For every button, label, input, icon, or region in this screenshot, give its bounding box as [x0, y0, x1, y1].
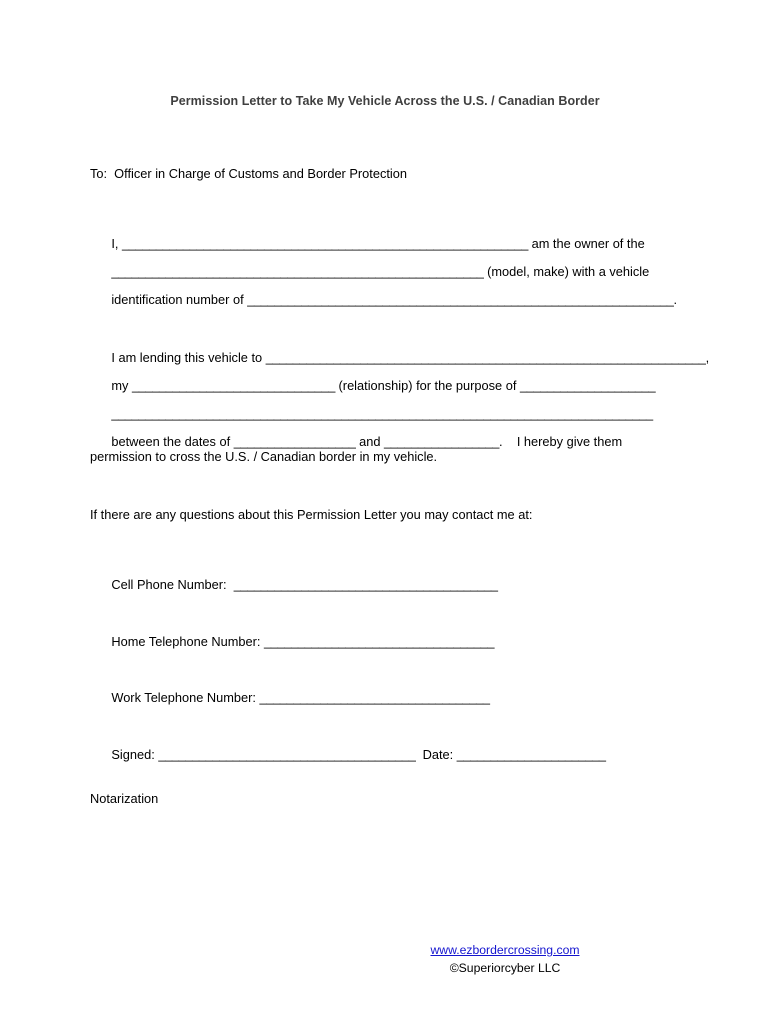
- page-title: Permission Letter to Take My Vehicle Across the U.S. / Canadian Border: [170, 94, 600, 108]
- signed-label: Signed:: [111, 746, 159, 762]
- footer-website-text: www.ezbordercrossing.com: [430, 943, 580, 957]
- cell-phone-label: Cell Phone Number:: [111, 576, 234, 592]
- relationship-prefix: my: [111, 377, 132, 393]
- vin-period: .: [673, 291, 678, 307]
- lending-line1-suffix: ,: [705, 349, 710, 365]
- contact-intro-line: If there are any questions about this Permission Letter you may contact me at:: [90, 507, 533, 522]
- purpose-label: (relationship) for the purpose of: [334, 377, 520, 393]
- signed-blank[interactable]: ______________________________________: [158, 746, 416, 762]
- lending-prefix: I am lending this vehicle to: [111, 349, 266, 365]
- end-date-blank[interactable]: _________________: [384, 433, 500, 449]
- dates-conjunction: and: [355, 433, 384, 449]
- home-phone-field: [90, 623, 494, 661]
- purpose-continuation-blank[interactable]: ________________________________________________________________________________: [111, 405, 653, 421]
- footer-website-link[interactable]: [0, 943, 770, 957]
- owner-line1-suffix: am the owner of the: [528, 235, 645, 251]
- relationship-blank[interactable]: ______________________________: [131, 377, 335, 393]
- owner-line2-suffix: (model, make) with a vehicle: [483, 263, 650, 279]
- footer-copyright-text: ©Superiorcyber LLC: [449, 961, 561, 975]
- start-date-blank[interactable]: __________________: [233, 433, 356, 449]
- notarization-label: Notarization: [90, 791, 159, 806]
- footer-copyright: [0, 961, 770, 975]
- home-phone-label: Home Telephone Number:: [111, 633, 265, 649]
- purpose-blank[interactable]: ____________________: [519, 377, 656, 393]
- vehicle-model-make-blank[interactable]: _______________________________________________________: [111, 263, 484, 279]
- signature-date-gap: [415, 747, 422, 762]
- vin-blank[interactable]: _______________________________________________________________: [247, 291, 674, 307]
- addressee-line: To: Officer in Charge of Customs and Border Protection: [90, 166, 407, 181]
- dates-suffix: . I hereby give them: [499, 433, 623, 449]
- cell-phone-field: [90, 566, 498, 604]
- work-phone-field: [90, 679, 490, 717]
- home-phone-blank[interactable]: __________________________________: [264, 633, 495, 649]
- vin-label: identification number of: [111, 291, 248, 307]
- borrower-name-blank[interactable]: _________________________________________________________________: [265, 349, 706, 365]
- permission-statement-line: permission to cross the U.S. / Canadian border in my vehicle.: [90, 449, 438, 464]
- date-label: Date:: [422, 746, 457, 762]
- work-phone-blank[interactable]: __________________________________: [259, 689, 490, 705]
- work-phone-label: Work Telephone Number:: [111, 689, 260, 705]
- owner-statement-line-3: [90, 281, 677, 319]
- signature-row: [90, 736, 606, 774]
- owner-line1-prefix: I,: [111, 235, 123, 251]
- date-blank[interactable]: ______________________: [456, 746, 606, 762]
- cell-phone-blank[interactable]: _______________________________________: [233, 576, 498, 592]
- owner-name-blank[interactable]: ____________________________________________________________: [122, 235, 529, 251]
- dates-label: between the dates of: [111, 433, 234, 449]
